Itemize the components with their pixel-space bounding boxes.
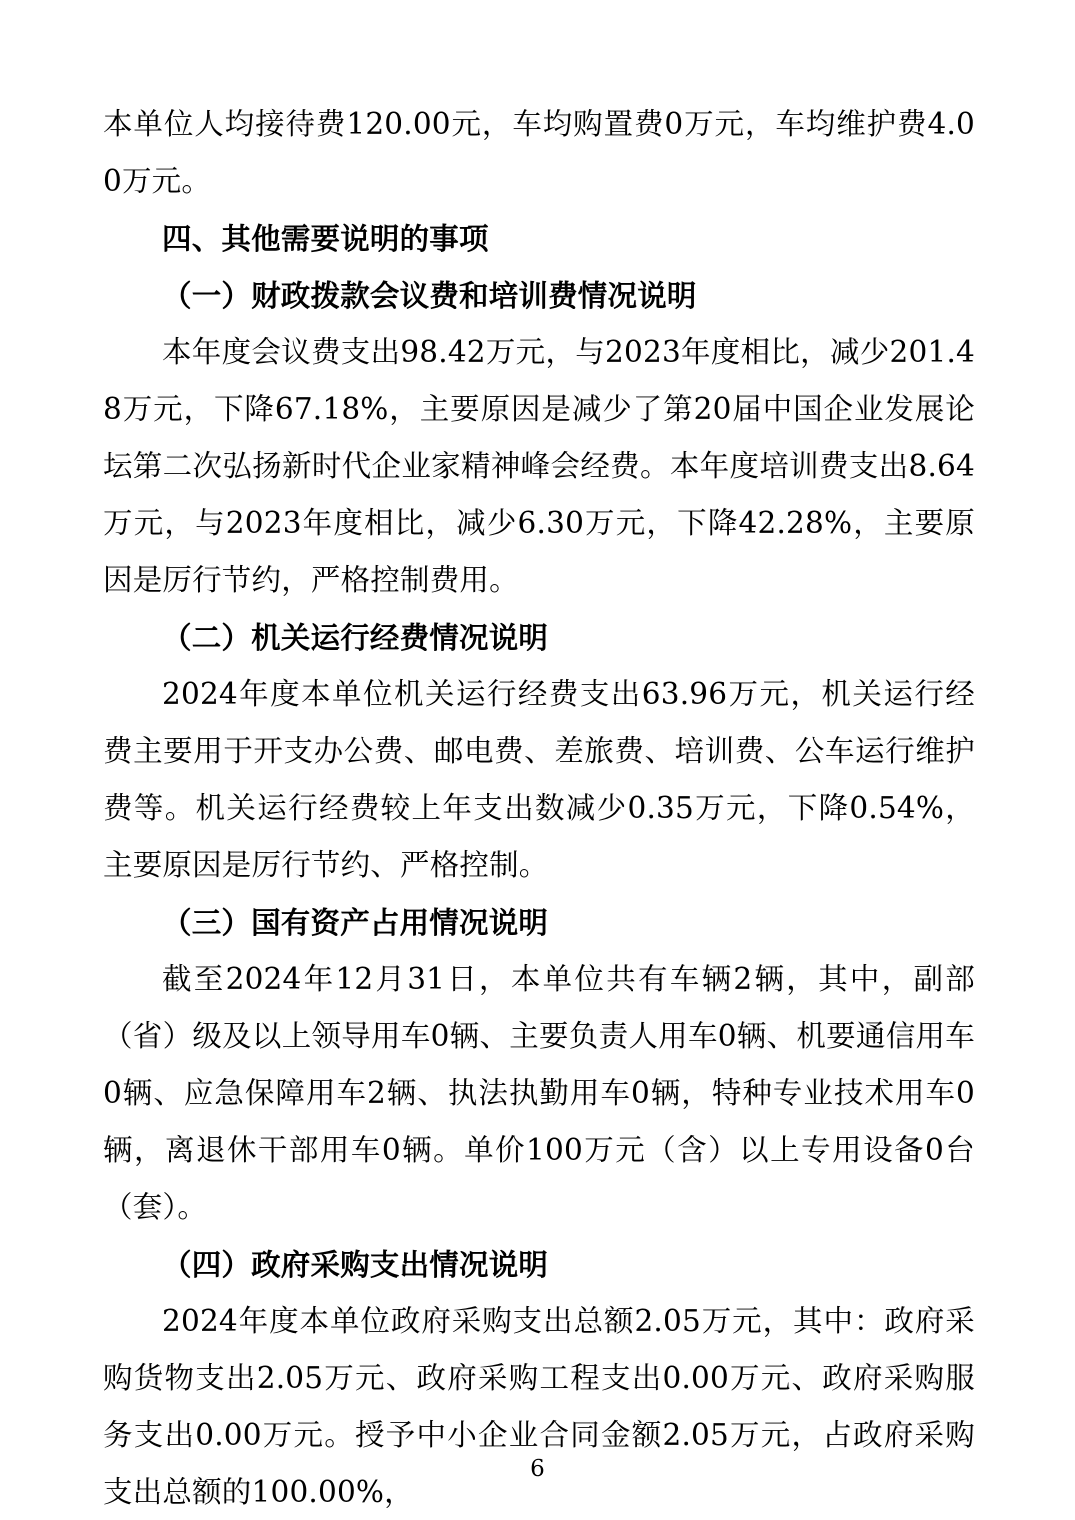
page-number: 6 — [530, 1456, 545, 1482]
heading-four-one: （一）财政拨款会议费和培训费情况说明 — [162, 278, 697, 313]
heading-section-four: 四、其他需要说明的事项 — [162, 221, 489, 256]
paragraph-state-assets: 截至2024年12月31日，本单位共有车辆2辆，其中，副部（省）级及以上领导用车0辆、主要负责人用车0辆、机要通信用车0辆、应急保障用车2辆、执法执勤用车0辆，特种专业技术用车0辆，离退休干部用车0辆。单价100万元（含）以上专用设备0台（套）。 — [103, 962, 975, 1224]
heading-four-three: （三）国有资产占用情况说明 — [162, 905, 549, 940]
heading-four-two: （二）机关运行经费情况说明 — [162, 620, 549, 655]
paragraph-per-capita-reception: 本单位人均接待费120.00元，车均购置费0万元，车均维护费4.00万元。 — [103, 107, 975, 198]
document-body — [103, 96, 975, 1520]
paragraph-meeting-training-fees: 本年度会议费支出98.42万元，与2023年度相比，减少201.48万元，下降67.18%，主要原因是减少了第20届中国企业发展论坛第二次弘扬新时代企业家精神峰会经费。本年度培训费支出8.64万元，与2023年度相比，减少6.30万元，下降42.28%，主要原因是厉行节约，严格控制费用。 — [103, 335, 975, 597]
paragraph-government-procurement: 2024年度本单位政府采购支出总额2.05万元，其中：政府采购货物支出2.05万元、政府采购工程支出0.00万元、政府采购服务支出0.00万元。授予中小企业合同金额2.05万元，占政府采购支出总额的100.00%， — [103, 1304, 975, 1509]
paragraph-operating-expenses: 2024年度本单位机关运行经费支出63.96万元，机关运行经费主要用于开支办公费、邮电费、差旅费、培训费、公车运行维护费等。机关运行经费较上年支出数减少0.35万元，下降0.54%，主要原因是厉行节约、严格控制。 — [103, 677, 975, 882]
heading-four-four: （四）政府采购支出情况说明 — [162, 1247, 549, 1282]
